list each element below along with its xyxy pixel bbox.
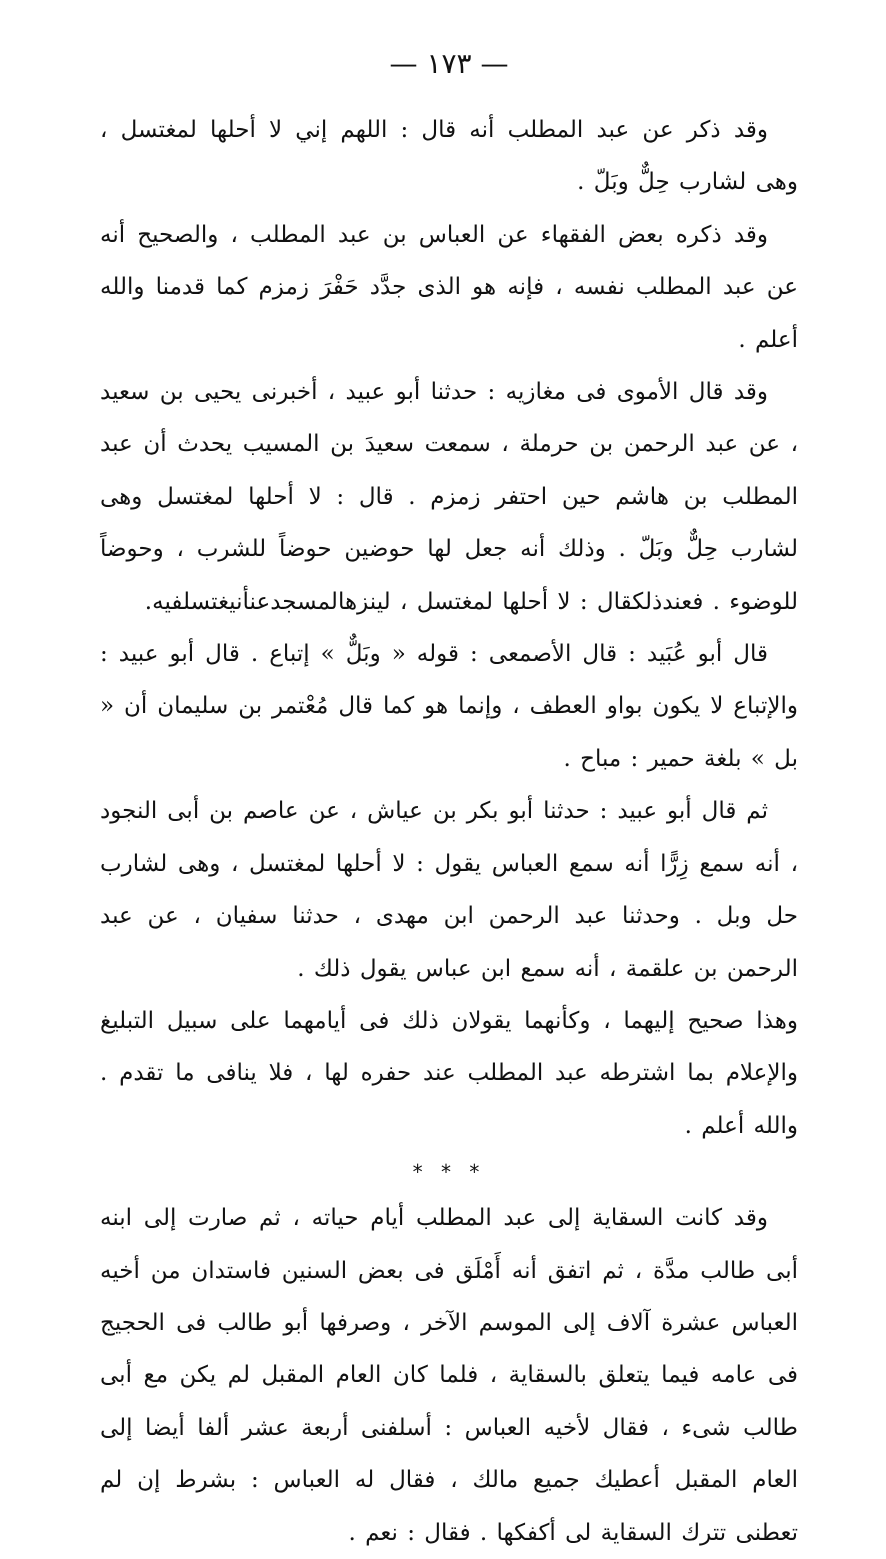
section-separator: * * * bbox=[412, 1160, 486, 1185]
paragraph-fuqaha-attribution: وقد ذكره بعض الفقهاء عن العباس بن عبد المطلب ، والصحيح أنه عن عبد المطلب نفسه ، فإنه هو الذى جدَّد حَفْرَ زمزم كما قدمنا والله أعلم . bbox=[100, 221, 798, 353]
paragraph-conclusion: وهذا صحيح إليهما ، وكأنهما يقولان ذلك فى أيامهما على سبيل التبليغ والإعلام بما اشترطه عبد المطلب عند حفره لها ، فلا ينافى ما تقدم . والله أعلم . bbox=[100, 1007, 798, 1139]
paragraph-umawi-maghazi: وقد قال الأموى فى مغازيه : حدثنا أبو عبيد ، أخبرنى يحيى بن سعيد ، عن عبد الرحمن بن حرملة ، سمعت سعيدَ بن المسيب يحدث أن عبد المطلب بن هاشم حين احتفر زمزم . قال : لا أحلها لمغتسل وهى لشارب حِلٌّ وبَلّ . وذلك أنه جعل لها حوضين حوضاً للشرب ، وحوضاً للوضوء . فعندذلكقال : لا أحلها لمغتسل ، لينزهالمسجدعنأنيغتسلفيه. bbox=[100, 379, 798, 615]
page-number: — ١٧٣ — bbox=[389, 47, 509, 80]
paragraph-siqaya-story: وقد كانت السقاية إلى عبد المطلب أيام حياته ، ثم صارت إلى ابنه أبى طالب مدَّة ، ثم اتفق أنه أَمْلَق فى بعض السنين فاستدان من أخيه العباس عشرة آلاف إلى الموسم الآخر ، وصرفها أبو طالب فى الحجيج فى عامه فيما يتعلق بالسقاية ، فلما كان العام المقبل لم يكن مع أبى طالب شىء ، فقال لأخيه العباس : أسلفنى أربعة عشر ألفا أيضا إلى العام المقبل أعطيك جميع مالك ، فقال له العباس : بشرط إن لم تعطنى تترك السقاية لى أكفكها . فقال : نعم . bbox=[100, 1205, 798, 1546]
paragraph-abu-ubaid-asmai: قال أبو عُبَيد : قال الأصمعى : قوله « وبَلٌّ » إتباع . قال أبو عبيد : والإتباع لا يكون بواو العطف ، وإنما هو كما قال مُعْتمر بن سليمان أن « بل » بلغة حمير : مباح . bbox=[100, 641, 798, 772]
paragraph-abd-al-muttalib-saying: وقد ذكر عن عبد المطلب أنه قال : اللهم إني لا أحلها لمغتسل ، وهى لشارب حِلٌّ وبَلّ . bbox=[100, 117, 798, 196]
paragraph-abu-bakr-ayyash: ثم قال أبو عبيد : حدثنا أبو بكر بن عياش ، عن عاصم بن أبى النجود ، أنه سمع زِرًّا أنه سمع العباس يقول : لا أحلها لمغتسل ، وهى لشارب حل وبل . وحدثنا عبد الرحمن ابن مهدى ، حدثنا سفيان ، عن عبد الرحمن بن علقمة ، أنه سمع ابن عباس يقول ذلك . bbox=[100, 798, 798, 982]
